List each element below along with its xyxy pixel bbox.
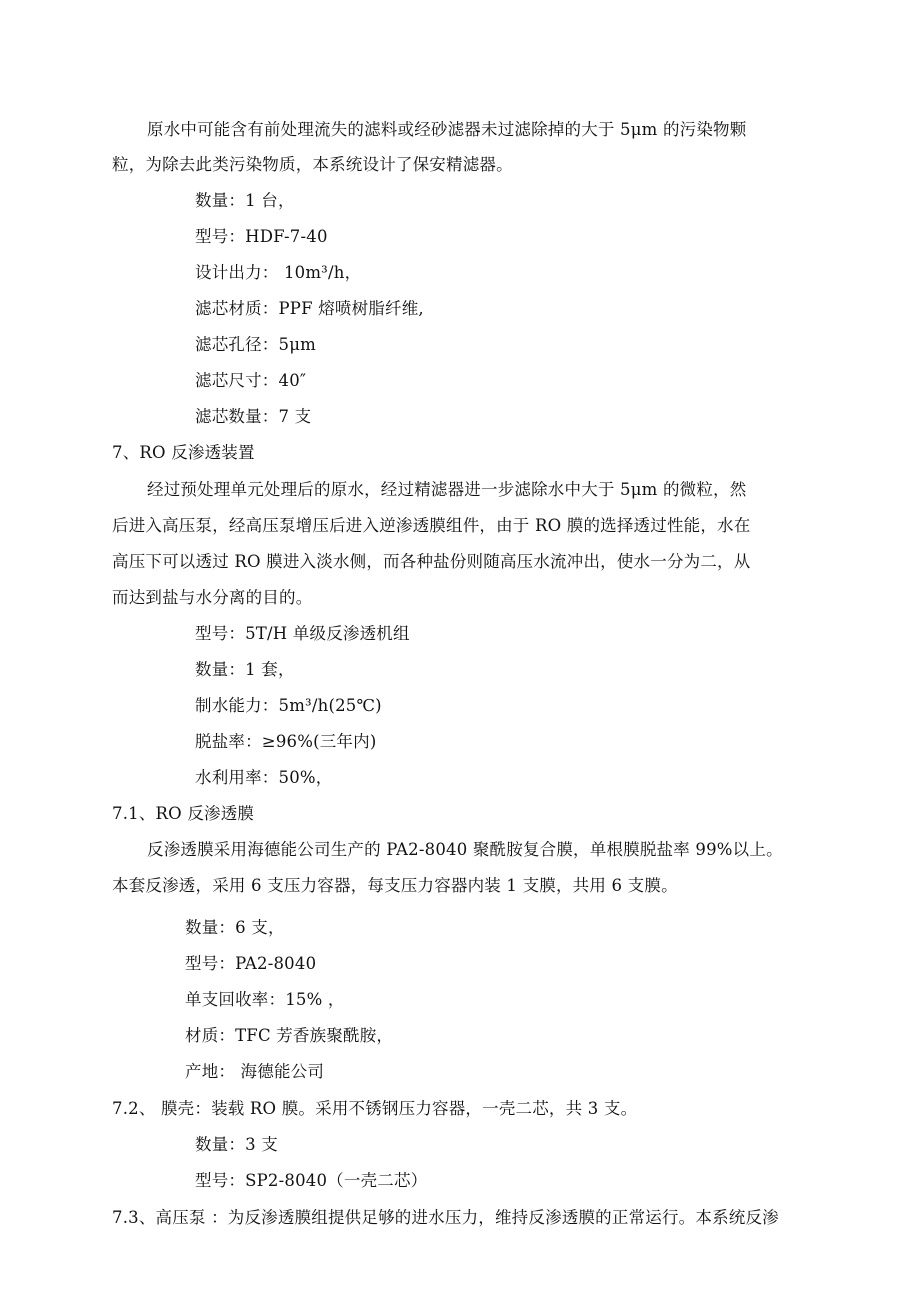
- spec-line: 型号：5T/H 单级反渗透机组: [195, 624, 410, 643]
- paragraph-line: 经过预处理单元处理后的原水，经过精滤器进一步滤除水中大于 5μm 的微粒，然: [147, 480, 747, 499]
- spec-line: 滤芯数量：7 支: [195, 407, 312, 426]
- spec-line: 型号：SP2-8040（一壳二芯）: [195, 1171, 428, 1190]
- section-heading: 7、RO 反渗透装置: [112, 443, 255, 462]
- spec-line: 数量：6 支，: [185, 918, 285, 937]
- spec-line: 滤芯尺寸：40″: [195, 371, 307, 390]
- spec-line: 数量：1 套，: [195, 660, 295, 679]
- spec-line: 滤芯孔径：5μm: [195, 335, 316, 354]
- section-heading: 7.3、高压泵 ：为反渗透膜组提供足够的进水压力，维持反渗透膜的正常运行。本系统反渗: [112, 1208, 779, 1227]
- paragraph-line: 而达到盐与水分离的目的。: [112, 588, 313, 607]
- section-heading: 7.2、 膜壳：装载 RO 膜。采用不锈钢压力容器，一壳二芯，共 3 支。: [112, 1099, 638, 1118]
- spec-line: 产地： 海德能公司: [185, 1062, 325, 1081]
- spec-line: 数量：1 台，: [195, 191, 295, 210]
- spec-line: 制水能力：5m³/h(25℃): [195, 696, 382, 715]
- spec-line: 单支回收率：15% ，: [185, 990, 345, 1009]
- paragraph-line: 本套反渗透，采用 6 支压力容器，每支压力容器内装 1 支膜，共用 6 支膜。: [112, 876, 678, 895]
- paragraph-line: 粒，为除去此类污染物质，本系统设计了保安精滤器。: [112, 155, 513, 174]
- spec-line: 型号：PA2-8040: [185, 954, 317, 973]
- paragraph-line: 原水中可能含有前处理流失的滤料或经砂滤器未过滤除掉的大于 5μm 的污染物颗: [147, 120, 747, 139]
- paragraph-line: 反渗透膜采用海德能公司生产的 PA2-8040 聚酰胺复合膜，单根膜脱盐率 99%以上。: [147, 840, 783, 859]
- spec-line: 脱盐率：≥96%(三年内): [195, 732, 377, 751]
- paragraph-line: 后进入高压泵，经高压泵增压后进入逆渗透膜组件，由于 RO 膜的选择透过性能，水在: [112, 516, 751, 535]
- spec-line: 材质：TFC 芳香族聚酰胺，: [185, 1026, 394, 1045]
- spec-line: 滤芯材质：PPF 熔喷树脂纤维,: [195, 299, 424, 318]
- spec-line: 数量：3 支: [195, 1135, 278, 1154]
- spec-line: 设计出力： 10m³/h，: [195, 263, 362, 282]
- section-heading: 7.1、RO 反渗透膜: [112, 804, 255, 823]
- spec-line: 型号：HDF-7-40: [195, 227, 328, 246]
- spec-line: 水利用率：50%，: [195, 768, 333, 787]
- paragraph-line: 高压下可以透过 RO 膜进入淡水侧，而各种盐份则随高压水流冲出，使水一分为二，从: [112, 552, 751, 571]
